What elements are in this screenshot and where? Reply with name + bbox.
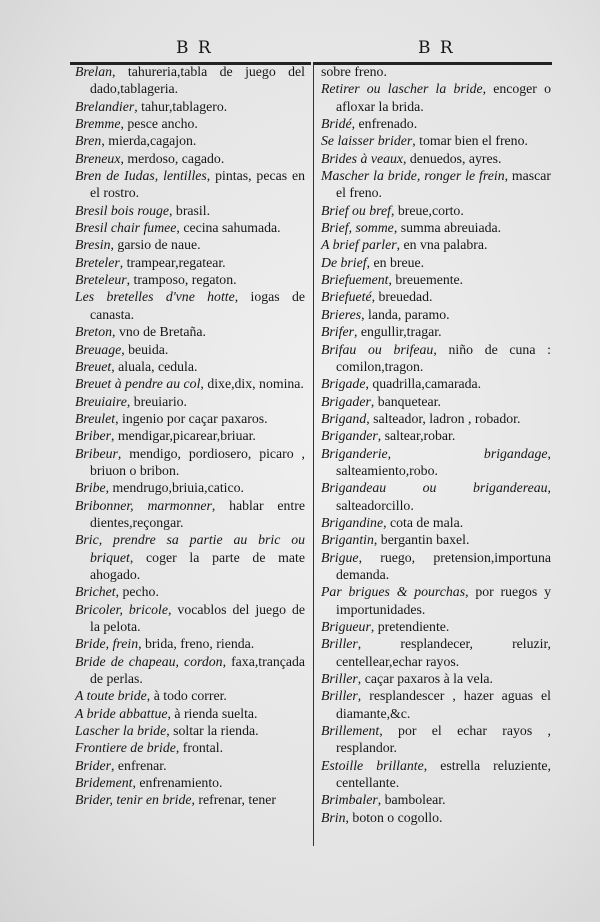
entry-headword: Briller xyxy=(321,671,358,687)
dictionary-entry xyxy=(75,63,305,98)
dictionary-entry xyxy=(75,653,305,688)
dictionary-entry xyxy=(321,791,551,808)
dictionary-entry xyxy=(321,63,551,80)
entry-headword: Breton xyxy=(75,324,113,340)
dictionary-entry xyxy=(321,167,551,202)
entry-headword: Bricoler, bricole xyxy=(75,601,168,617)
dictionary-entry xyxy=(321,757,551,792)
entry-headword: Brelan xyxy=(75,64,113,79)
entry-definition: , brida, freno, rienda. xyxy=(138,636,255,652)
dictionary-entry xyxy=(321,80,551,115)
dictionary-entry xyxy=(75,236,305,253)
entry-definition: , cecina sahumada. xyxy=(176,220,281,236)
entry-definition: , en breue. xyxy=(366,254,425,270)
entry-headword: Brifer xyxy=(321,324,354,340)
dictionary-entry xyxy=(321,410,551,427)
entry-definition: , faxa,trançada de perlas. xyxy=(90,653,305,687)
dictionary-entry xyxy=(75,288,305,323)
dictionary-entry xyxy=(321,445,551,480)
entry-headword: Bribe xyxy=(75,480,106,496)
entry-definition: , landa, paramo. xyxy=(361,306,450,322)
entry-definition: , ruego, pretension,importuna demanda. xyxy=(336,549,551,582)
entry-headword: Breuage xyxy=(75,341,122,357)
entry-definition: , dixe,dix, nomina. xyxy=(200,376,304,392)
entry-definition: , hablar entre dientes,reçongar. xyxy=(90,497,305,530)
entry-definition: , tahur,tablagero. xyxy=(134,98,228,114)
dictionary-entry xyxy=(75,271,305,288)
entry-definition: , banquetear. xyxy=(370,393,441,409)
dictionary-entry xyxy=(321,375,551,392)
entry-headword: Brigade xyxy=(321,376,366,392)
entry-headword: Brifau ou brifeau xyxy=(321,341,434,357)
entry-definition: , vocablos del juego de la pelota. xyxy=(90,601,305,634)
dictionary-entry xyxy=(321,479,551,514)
entry-headword: Bren de Iudas, lentilles xyxy=(75,168,207,184)
entry-definition: , tomar bien el freno. xyxy=(412,133,528,149)
entry-definition: , frontal. xyxy=(175,740,224,756)
dictionary-entry xyxy=(75,358,305,375)
entry-headword: Brigantin xyxy=(321,532,374,548)
entry-definition: , à rienda suelta. xyxy=(167,705,258,721)
entry-definition: , boton o cogollo. xyxy=(345,809,443,825)
entry-headword: Brigandine xyxy=(321,514,384,530)
dictionary-entry xyxy=(321,687,551,722)
dictionary-entry xyxy=(321,618,551,635)
entry-headword: Breulet xyxy=(75,410,116,426)
entry-headword: Retirer ou lascher la bride xyxy=(321,81,483,97)
entry-headword: Briller xyxy=(321,636,358,652)
entry-headword: Bresil chair fumee xyxy=(75,220,177,236)
dictionary-entry xyxy=(75,375,305,392)
entry-definition: , breuiario. xyxy=(126,393,188,409)
column-divider xyxy=(313,64,314,846)
entry-definition: , enfrenamiento. xyxy=(132,775,223,791)
entry-definition: , soltar la rienda. xyxy=(166,723,259,739)
left-column xyxy=(75,63,305,809)
entry-definition: , bambolear. xyxy=(377,792,446,808)
entry-headword: Brider xyxy=(75,757,112,773)
dictionary-entry xyxy=(321,393,551,410)
entry-definition: , refrenar, tener xyxy=(191,792,276,808)
entry-definition: , saltear,robar. xyxy=(377,428,456,444)
entry-definition: , tramposo, regaton. xyxy=(126,272,237,288)
entry-definition: , estrella reluziente, centellante. xyxy=(336,757,551,791)
entry-definition: , iogas de canasta. xyxy=(90,289,306,322)
dictionary-entry xyxy=(321,531,551,548)
entry-definition: , denuedos, ayres. xyxy=(403,150,502,166)
entry-headword: Brief ou bref xyxy=(321,202,391,218)
entry-headword: Brigandeau ou brigandereau xyxy=(321,480,548,496)
entry-definition: , summa abreuiada. xyxy=(393,220,502,236)
dictionary-entry xyxy=(321,341,551,376)
entry-definition: , coger la parte de mate ahogado. xyxy=(90,549,305,582)
entry-headword: Bribeur xyxy=(75,445,118,461)
dictionary-entry xyxy=(321,254,551,271)
entry-definition: , salteador, ladron , robador. xyxy=(366,410,521,426)
entry-headword: Bren xyxy=(75,133,102,149)
entry-headword: Brelandier xyxy=(75,98,135,114)
entry-definition: , caçar paxaros à la vela. xyxy=(357,671,493,687)
dictionary-entry xyxy=(75,774,305,791)
entry-definition: , garsio de naue. xyxy=(110,237,201,253)
entry-definition: , mierda,cagajon. xyxy=(101,133,197,149)
dictionary-entry xyxy=(75,202,305,219)
entry-definition: , salteamiento,robo. xyxy=(336,445,551,478)
entry-headword: Bresil bois rouge xyxy=(75,202,170,218)
dictionary-entry xyxy=(321,323,551,340)
dictionary-entry xyxy=(321,236,551,253)
entry-definition: , bergantin baxel. xyxy=(373,532,470,548)
entry-definition: , encoger o afloxar la brida. xyxy=(336,81,551,114)
entry-headword: Brief, somme xyxy=(321,220,394,236)
entry-headword: Breneux xyxy=(75,150,121,166)
dictionary-entry xyxy=(321,219,551,236)
entry-definition: , aluala, cedula. xyxy=(111,358,198,374)
entry-headword: Breteler xyxy=(75,254,120,270)
entry-headword: Brimbaler xyxy=(321,792,378,808)
entry-headword: Brigand xyxy=(321,410,367,426)
dictionary-entry xyxy=(75,601,305,636)
entry-headword: A bride abbattue xyxy=(75,705,168,721)
entry-headword: Bresin xyxy=(75,237,111,253)
entry-definition: , por ruegos y importunidades. xyxy=(336,584,551,617)
entry-headword: Brieres xyxy=(321,306,362,322)
dictionary-entry xyxy=(321,132,551,149)
entry-definition: , pesce ancho. xyxy=(120,116,198,132)
dictionary-entry xyxy=(75,150,305,167)
dictionary-entry xyxy=(321,306,551,323)
entry-definition: , breue,corto. xyxy=(391,202,464,218)
dictionary-entry xyxy=(75,583,305,600)
dictionary-entry xyxy=(75,739,305,756)
entry-definition: sobre freno. xyxy=(321,64,387,79)
entry-headword: Brigue xyxy=(321,549,359,565)
dictionary-entry xyxy=(75,341,305,358)
dictionary-entry xyxy=(75,219,305,236)
entry-definition: , pintas, pecas en el rostro. xyxy=(90,168,305,201)
entry-definition: , pretendiente. xyxy=(370,619,450,634)
entry-definition: , breuedad. xyxy=(371,289,433,305)
dictionary-entry xyxy=(321,150,551,167)
entry-headword: Mascher la bride, ronger le frein xyxy=(321,168,505,184)
dictionary-entry xyxy=(321,288,551,305)
dictionary-entry xyxy=(321,202,551,219)
entry-definition: , mascar el freno. xyxy=(336,168,552,201)
entry-definition: , trampear,regatear. xyxy=(119,254,226,270)
entry-definition: , cota de mala. xyxy=(383,514,464,530)
dictionary-entry xyxy=(75,479,305,496)
entry-definition: , vno de Bretaña. xyxy=(112,324,206,340)
dictionary-entry xyxy=(321,549,551,584)
dictionary-entry xyxy=(321,271,551,288)
dictionary-entry xyxy=(75,132,305,149)
entry-headword: Bride de chapeau, cordon xyxy=(75,653,223,669)
entry-definition: , breuemente. xyxy=(388,272,464,288)
dictionary-entry xyxy=(321,635,551,670)
dictionary-entry xyxy=(75,687,305,704)
dictionary-entry xyxy=(75,445,305,480)
entry-headword: Briber xyxy=(75,428,112,444)
entry-headword: Breuet xyxy=(75,358,112,374)
entry-definition: , enfrenar. xyxy=(111,757,167,773)
entry-headword: Breuiaire xyxy=(75,393,127,409)
dictionary-entry xyxy=(75,635,305,652)
entry-headword: Brigueur xyxy=(321,619,371,634)
entry-definition: , pecho. xyxy=(115,584,159,600)
entry-headword: Bride, frein xyxy=(75,636,139,652)
running-header xyxy=(70,38,552,62)
dictionary-entry xyxy=(75,791,305,808)
entry-definition: , mendigar,picarear,briuar. xyxy=(111,428,256,444)
dictionary-entry xyxy=(75,722,305,739)
right-column xyxy=(321,63,551,826)
entry-headword: Brigander xyxy=(321,428,378,444)
entry-headword: Bribonner, marmonner xyxy=(75,497,212,513)
entry-definition: , beuida. xyxy=(121,341,169,357)
entry-headword: Brin xyxy=(321,809,346,825)
dictionary-entry xyxy=(321,115,551,132)
entry-definition: , ingenio por caçar paxaros. xyxy=(115,410,268,426)
entry-headword: Brigader xyxy=(321,393,371,409)
entry-headword: Briller xyxy=(321,688,358,704)
left-column-letters: B R xyxy=(176,38,213,58)
dictionary-entry xyxy=(75,427,305,444)
entry-headword: Bridement xyxy=(75,775,133,791)
right-column-letters: B R xyxy=(418,38,455,58)
entry-definition: , niño de cuna : comilon,tragon. xyxy=(336,341,551,374)
entry-definition: , salteadorcillo. xyxy=(336,480,551,513)
entry-headword: Les bretelles d'vne hotte xyxy=(75,289,235,305)
entry-headword: A toute bride xyxy=(75,688,147,704)
dictionary-entry xyxy=(75,167,305,202)
entry-headword: Se laisser brider xyxy=(321,133,413,149)
entry-headword: Briganderie, brigandage xyxy=(321,445,548,461)
dictionary-entry xyxy=(75,115,305,132)
entry-definition: , enfrenado. xyxy=(351,116,418,132)
dictionary-entry xyxy=(321,514,551,531)
entry-headword: Bric, prendre sa partie au bric ou briquet xyxy=(75,532,305,565)
dictionary-entry xyxy=(75,497,305,532)
dictionary-entry xyxy=(321,722,551,757)
entry-definition: , resplandecer, reluzir, centellear,echar rayos. xyxy=(336,636,551,669)
entry-headword: Brides à veaux xyxy=(321,150,403,166)
entry-headword: Briefuement xyxy=(321,272,389,288)
entry-definition: , mendrugo,briuia,catico. xyxy=(105,480,244,496)
entry-headword: De brief xyxy=(321,254,367,270)
dictionary-entry xyxy=(321,809,551,826)
dictionary-entry xyxy=(75,393,305,410)
entry-headword: Brillement xyxy=(321,723,380,739)
entry-definition: , tahureria,tabla de juego del dado,tablageria. xyxy=(90,64,305,97)
entry-headword: Breteleur xyxy=(75,272,127,288)
entry-definition: , resplandescer , hazer aguas el diamante,&c. xyxy=(336,688,551,721)
dictionary-entry xyxy=(321,427,551,444)
entry-definition: , por el echar rayos , resplandor. xyxy=(336,723,551,756)
entry-headword: Brider, tenir en bride xyxy=(75,792,192,808)
dictionary-entry xyxy=(75,531,305,583)
entry-headword: Par brigues & pourchas xyxy=(321,584,466,600)
entry-definition: , brasil. xyxy=(169,202,211,218)
entry-headword: Brichet xyxy=(75,584,116,600)
dictionary-entry xyxy=(321,583,551,618)
dictionary-entry xyxy=(75,410,305,427)
dictionary-entry xyxy=(75,98,305,115)
entry-headword: A brief parler xyxy=(321,237,397,253)
dictionary-entry xyxy=(321,670,551,687)
entry-definition: , mendigo, pordiosero, picaro , briuon o bribon. xyxy=(90,445,305,478)
entry-definition: , quadrilla,camarada. xyxy=(365,376,482,392)
entry-headword: Lascher la bride xyxy=(75,723,167,739)
entry-headword: Bremme xyxy=(75,116,121,132)
entry-headword: Estoille brillante xyxy=(321,757,424,773)
dictionary-entry xyxy=(75,757,305,774)
dictionary-entry xyxy=(75,254,305,271)
dictionary-entry xyxy=(75,323,305,340)
dictionary-entry xyxy=(75,705,305,722)
entry-headword: Bridé xyxy=(321,116,352,132)
entry-headword: Breuet à pendre au col xyxy=(75,376,201,392)
entry-headword: Briefueté xyxy=(321,289,372,305)
entry-definition: , en vna palabra. xyxy=(396,237,488,253)
entry-definition: , à todo correr. xyxy=(146,688,227,704)
entry-headword: Frontiere de bride xyxy=(75,740,176,756)
entry-definition: , merdoso, cagado. xyxy=(120,150,225,166)
entry-definition: , engullir,tragar. xyxy=(353,324,442,340)
